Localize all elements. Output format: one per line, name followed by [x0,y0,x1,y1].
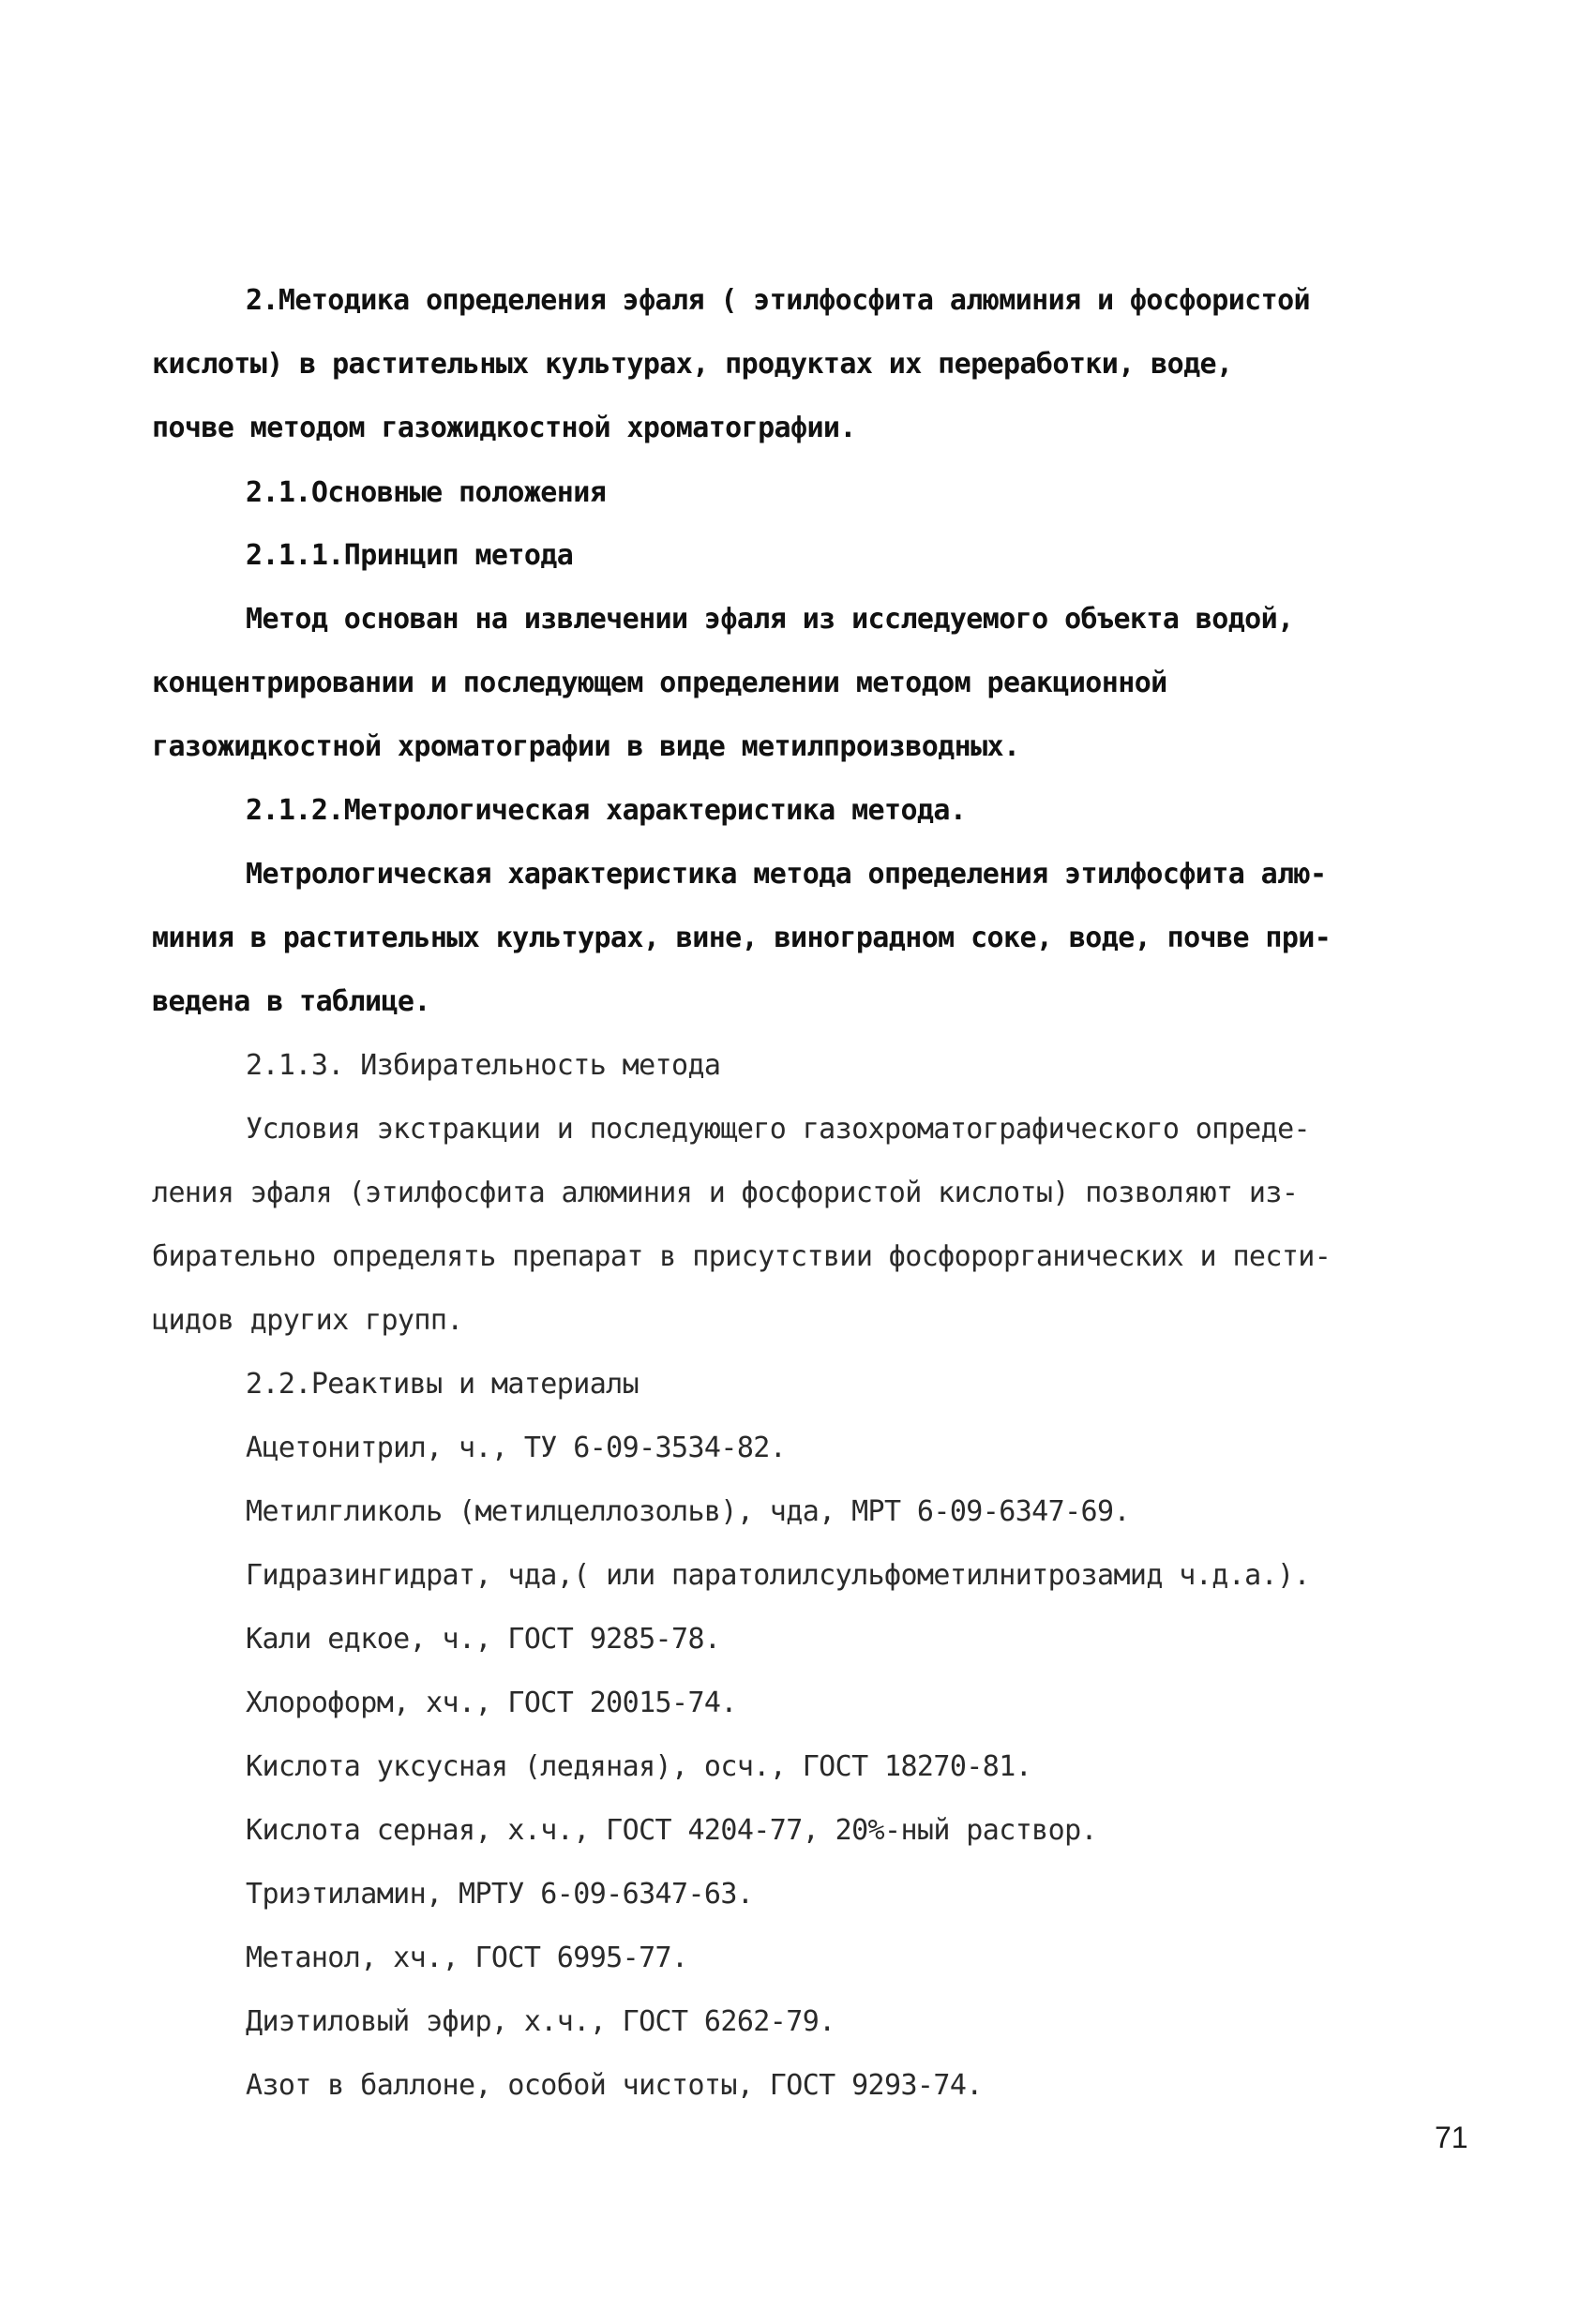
reagent-item: Азот в баллоне, особой чистоты, ГОСТ 9293-74. [246,2069,983,2102]
paragraph-line: Метрологическая характеристика метода определения этилфосфита алю- [246,858,1327,891]
paragraph-line: концентрировании и последующем определении методом реакционной [152,667,1167,699]
paragraph-line: газожидкостной хроматографии в виде метилпроизводных. [152,730,1020,763]
subsection-heading: 2.1.2.Метрологическая характеристика метода. [246,794,967,827]
reagent-item: Кислота уксусная (ледяная), осч., ГОСТ 18270-81. [246,1750,1032,1783]
paragraph-line: Метод основан на извлечении эфаля из исследуемого объекта водой, [246,603,1294,636]
paragraph-line: ведена в таблице. [152,985,430,1018]
section-title-line: кислоты) в растительных культурах, продуктах их переработки, воде, [152,348,1233,381]
subsection-heading: 2.1.3. Избирательность метода [246,1049,721,1082]
page-number: 71 [1435,2121,1468,2154]
paragraph-line: ления эфаля (этилфосфита алюминия и фосфористой кислоты) позволяют из- [152,1177,1299,1209]
subsection-heading: 2.1.Основные положения [246,476,607,509]
reagent-item: Гидразингидрат, чда,( или паратолилсульфометилнитрозамид ч.д.а.). [246,1559,1310,1592]
reagent-item: Диэтиловый эфир, х.ч., ГОСТ 6262-79. [246,2005,835,2038]
reagent-item: Метанол, хч., ГОСТ 6995-77. [246,1942,688,1974]
reagent-item: Триэтиламин, МРТУ 6-09-6347-63. [246,1878,754,1911]
reagent-item: Кали едкое, ч., ГОСТ 9285-78. [246,1623,721,1656]
paragraph-line: цидов других групп. [152,1304,463,1337]
reagent-item: Ацетонитрил, ч., ТУ 6-09-3534-82. [246,1432,787,1464]
paragraph-line: миния в растительных культурах, вине, виноградном соке, воде, почве при- [152,922,1332,954]
reagent-item: Кислота серная, х.ч., ГОСТ 4204-77, 20%-ный раствор. [246,1814,1097,1847]
section-title-line: 2.Методика определения эфаля ( этилфосфита алюминия и фосфористой [246,284,1310,317]
subsection-heading: 2.1.1.Принцип метода [246,539,574,572]
section-title-line: почве методом газожидкостной хроматографии. [152,412,856,444]
paragraph-line: Условия экстракции и последующего газохроматографического опреде- [246,1113,1310,1146]
subsection-heading: 2.2.Реактивы и материалы [246,1368,640,1401]
reagent-item: Хлороформ, хч., ГОСТ 20015-74. [246,1687,737,1719]
paragraph-line: бирательно определять препарат в присутствии фосфорорганических и пести- [152,1240,1332,1273]
reagent-item: Метилгликоль (метилцеллозольв), чда, МРТ 6-09-6347-69. [246,1495,1130,1528]
